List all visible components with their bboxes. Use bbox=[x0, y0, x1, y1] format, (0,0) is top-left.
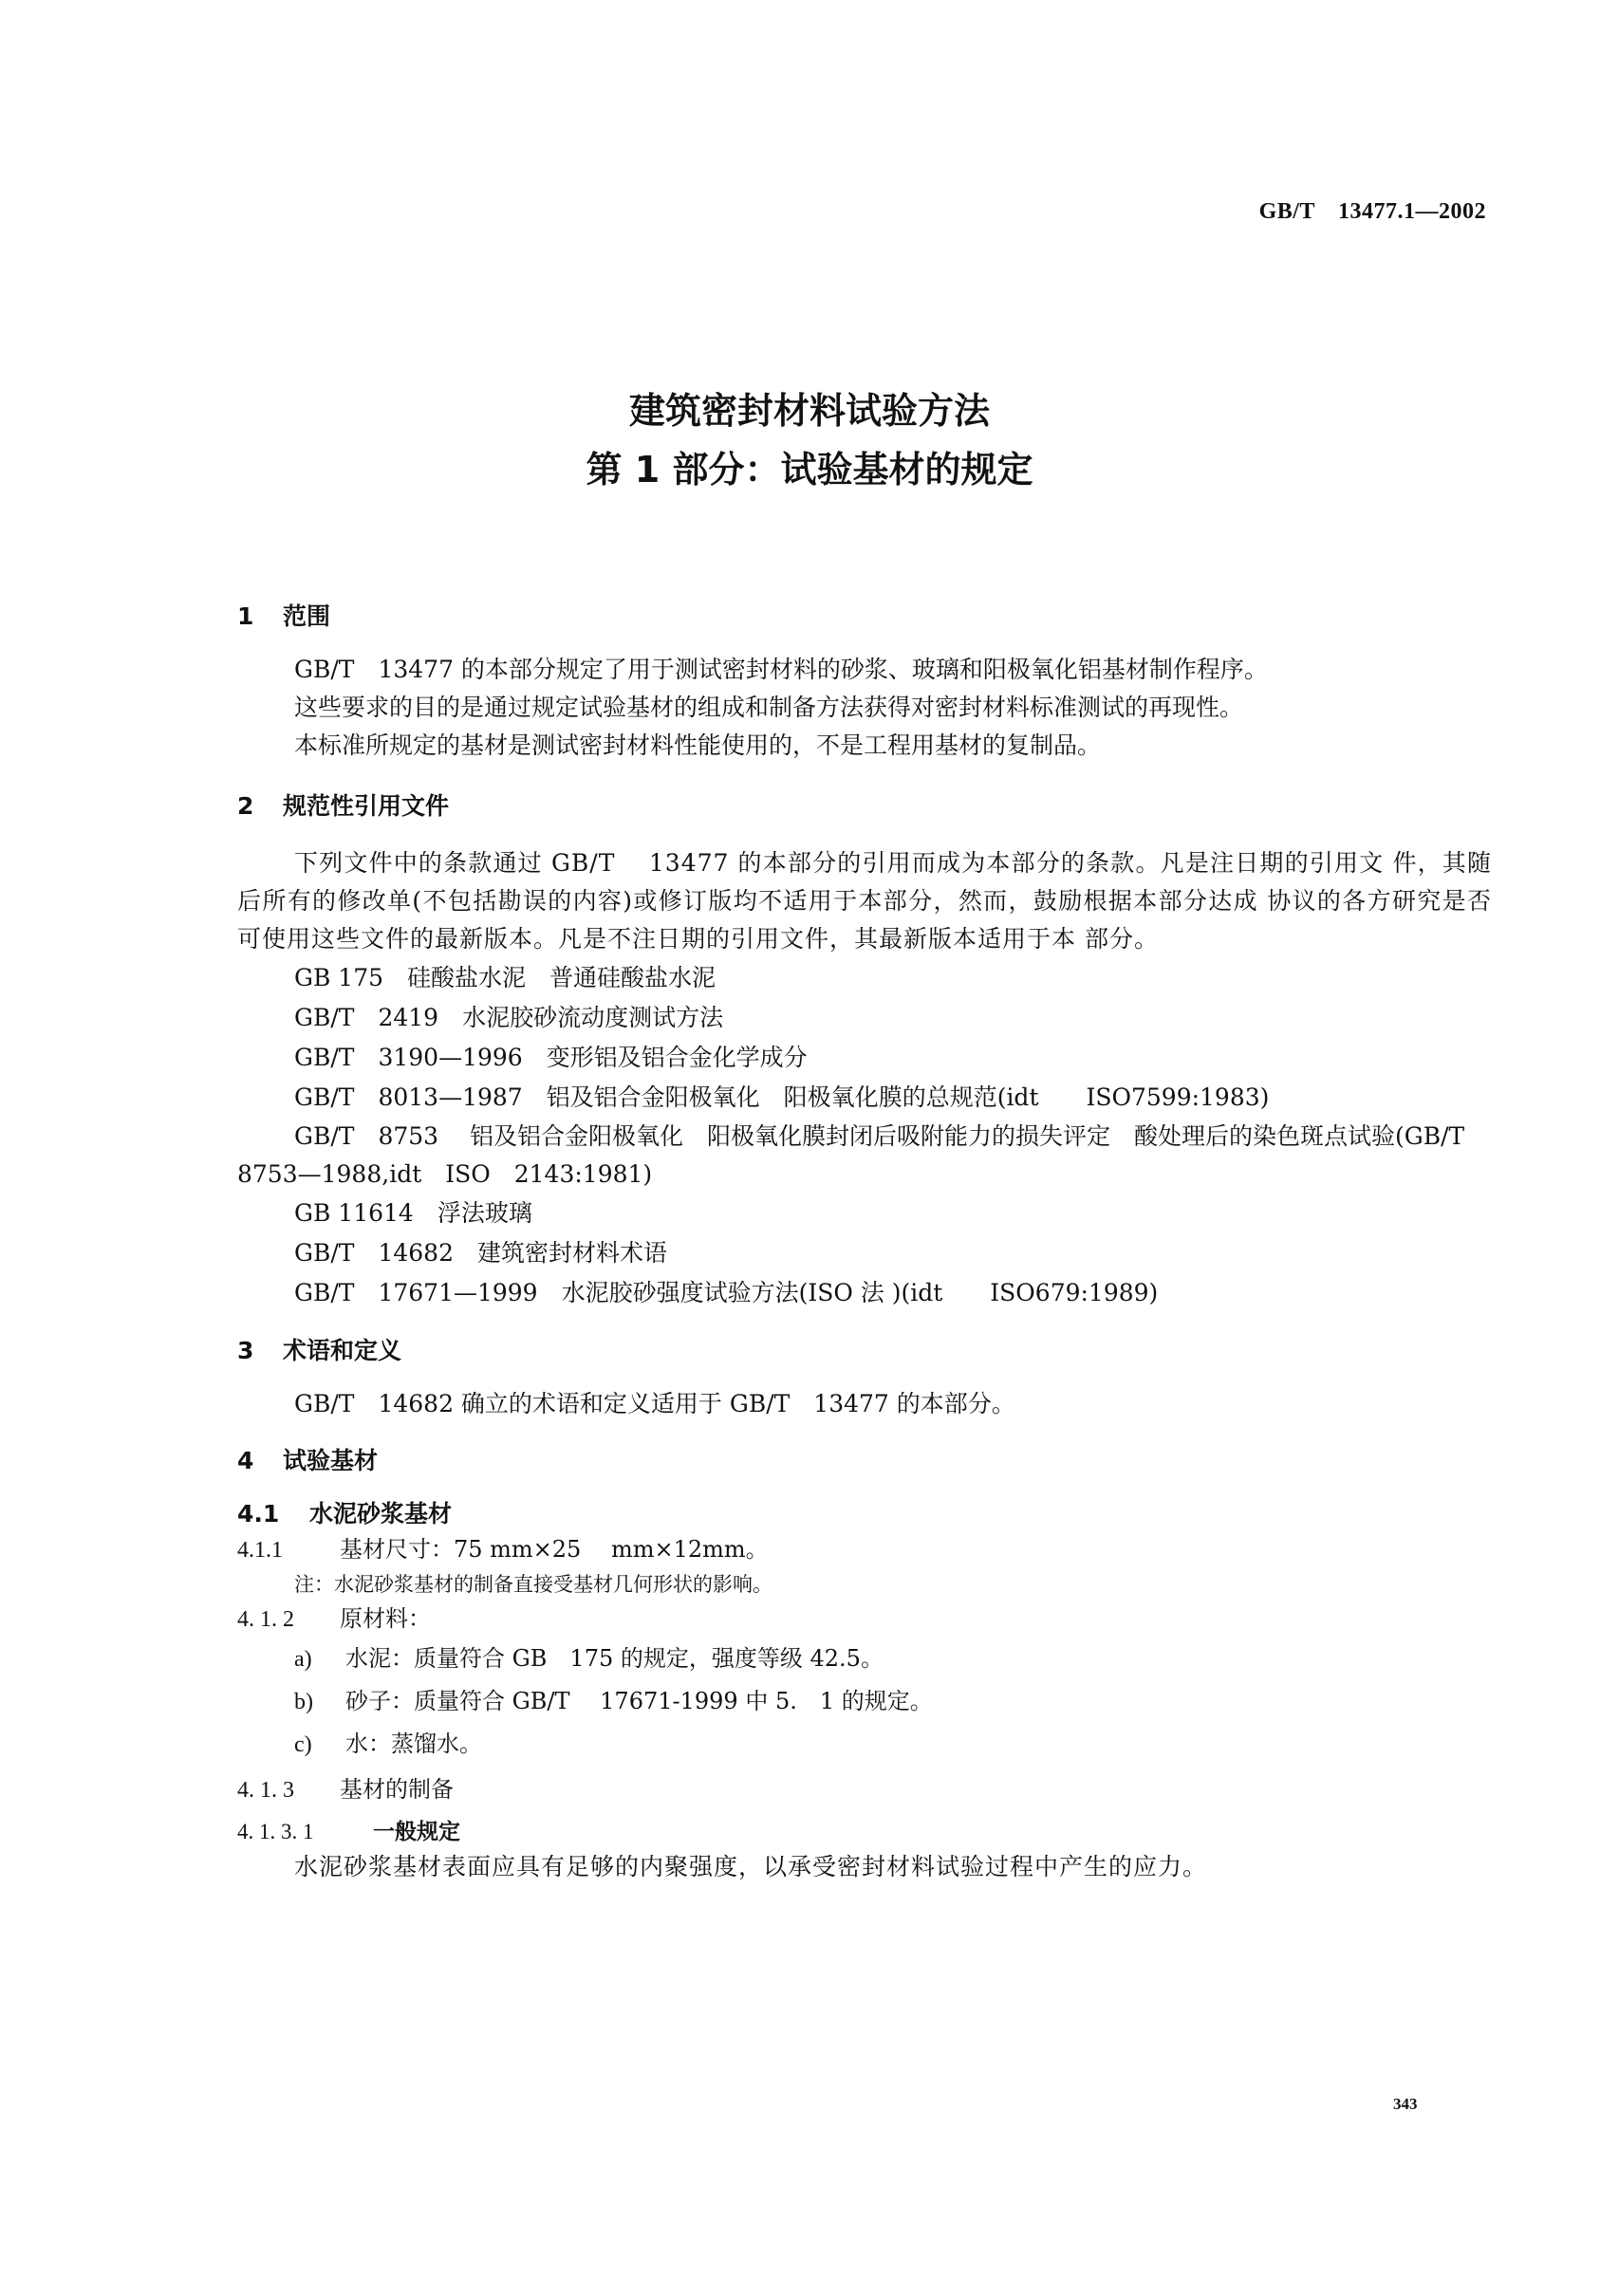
list-item-a bbox=[237, 1638, 1492, 1680]
list-label: b) bbox=[294, 1690, 313, 1714]
title-line-2: 第 1 部分：试验基材的规定 bbox=[586, 449, 1033, 491]
clause-number: 4.1.1 bbox=[237, 1538, 283, 1563]
section-title: 术语和定义 bbox=[283, 1337, 402, 1364]
section-number: 1 bbox=[237, 602, 254, 630]
section-3-heading bbox=[237, 1334, 1492, 1368]
scope-paragraph-2: 这些要求的目的是通过规定试验基材的组成和制备方法获得对密封材料标准测试的再现性。 bbox=[294, 694, 1244, 721]
document-title bbox=[0, 381, 1619, 499]
list-text: 水：蒸馏水。 bbox=[345, 1731, 482, 1757]
list-text: 砂子：质量符合 GB/T 17671-1999 中 5. 1 的规定。 bbox=[345, 1688, 933, 1714]
clause-text: 基材尺寸：75 mm×25 mm×12mm。 bbox=[340, 1536, 769, 1563]
reference-item: GB/T 14682 建筑密封材料术语 bbox=[294, 1239, 667, 1267]
list-item-c bbox=[237, 1723, 1492, 1766]
reference-item: GB/T 3190—1996 变形铝及铝合金化学成分 bbox=[294, 1044, 808, 1071]
reference-item: GB/T 2419 水泥胶砂流动度测试方法 bbox=[294, 1004, 724, 1031]
reference-item: GB/T 8013—1987 铝及铝合金阳极氧化 阳极氧化膜的总规范(idt ISO7599:1983) bbox=[294, 1083, 1270, 1111]
clause-4-1-3 bbox=[237, 1771, 1492, 1808]
cement-substrate-paragraph: 水泥砂浆基材表面应具有足够的内聚强度，以承受密封材料试验过程中产生的应力。 bbox=[294, 1853, 1208, 1880]
terms-paragraph: GB/T 14682 确立的术语和定义适用于 GB/T 13477 的本部分。 bbox=[294, 1390, 1015, 1417]
scope-paragraph-1: GB/T 13477 的本部分规定了用于测试密封材料的砂浆、玻璃和阳极氧化铝基材制作程序。 bbox=[294, 656, 1268, 683]
clause-title: 一般规定 bbox=[373, 1820, 460, 1844]
subsection-number: 4.1 bbox=[237, 1500, 280, 1528]
reference-item: GB 11614 浮法玻璃 bbox=[294, 1199, 532, 1227]
section-number: 2 bbox=[237, 792, 254, 820]
clause-text: 原材料： bbox=[340, 1605, 431, 1632]
reference-item: GB 175 硅酸盐水泥 普通硅酸盐水泥 bbox=[294, 964, 716, 991]
section-4-heading bbox=[237, 1444, 1492, 1478]
title-line-1: 建筑密封材料试验方法 bbox=[628, 390, 990, 432]
standard-code-header: GB/T 13477.1—2002 bbox=[1258, 199, 1486, 224]
section-2-heading bbox=[237, 789, 1492, 824]
reference-item: GB/T 8753 铝及铝合金阳极氧化 阳极氧化膜封闭后吸附能力的损失评定 酸处理后的染色斑点试验(GB/T 8753—1988,idt ISO 2143:1981) bbox=[237, 1122, 1489, 1188]
list-label: a) bbox=[294, 1647, 312, 1672]
clause-number: 4. 1. 2 bbox=[237, 1607, 294, 1632]
clause-number: 4. 1. 3 bbox=[237, 1778, 294, 1803]
section-title: 范围 bbox=[283, 602, 331, 630]
subsection-title: 水泥砂浆基材 bbox=[309, 1500, 453, 1528]
clause-number: 4. 1. 3. 1 bbox=[237, 1820, 314, 1843]
clause-4-1-3-1 bbox=[237, 1816, 1492, 1848]
page-number: 343 bbox=[1393, 2095, 1418, 2113]
document-body bbox=[237, 600, 1492, 1886]
section-title: 试验基材 bbox=[283, 1447, 379, 1474]
note-text: 注：水泥砂浆基材的制备直接受基材几何形状的影响。 bbox=[294, 1573, 772, 1596]
normative-references-intro: 下列文件中的条款通过 GB/T 13477 的本部分的引用而成为本部分的条款。凡是注日期的引用文 件，其随后所有的修改单(不包括勘误的内容)或修订版均不适用于本部分，然而，鼓励根据本部分达成 协议的各方研究是否可使用这些文件的最新版本。凡是不注日期的引用文件，其最新版本适用于本 部分。 bbox=[237, 849, 1492, 953]
list-text: 水泥：质量符合 GB 175 的规定，强度等级 42.5。 bbox=[345, 1645, 884, 1672]
clause-4-1-2 bbox=[237, 1601, 1492, 1638]
subsection-4-1-heading bbox=[237, 1497, 1492, 1531]
scope-paragraph-3: 本标准所规定的基材是测试密封材料性能使用的，不是工程用基材的复制品。 bbox=[294, 731, 1102, 759]
list-item-b bbox=[237, 1680, 1492, 1723]
clause-text: 基材的制备 bbox=[340, 1776, 454, 1803]
section-1-heading bbox=[237, 600, 1492, 634]
clause-4-1-1 bbox=[237, 1531, 1492, 1568]
list-label: c) bbox=[294, 1732, 312, 1757]
section-number: 4 bbox=[237, 1447, 254, 1474]
section-number: 3 bbox=[237, 1337, 254, 1364]
reference-item: GB/T 17671—1999 水泥胶砂强度试验方法(ISO 法 )(idt ISO679:1989) bbox=[294, 1279, 1159, 1306]
section-title: 规范性引用文件 bbox=[283, 792, 450, 820]
